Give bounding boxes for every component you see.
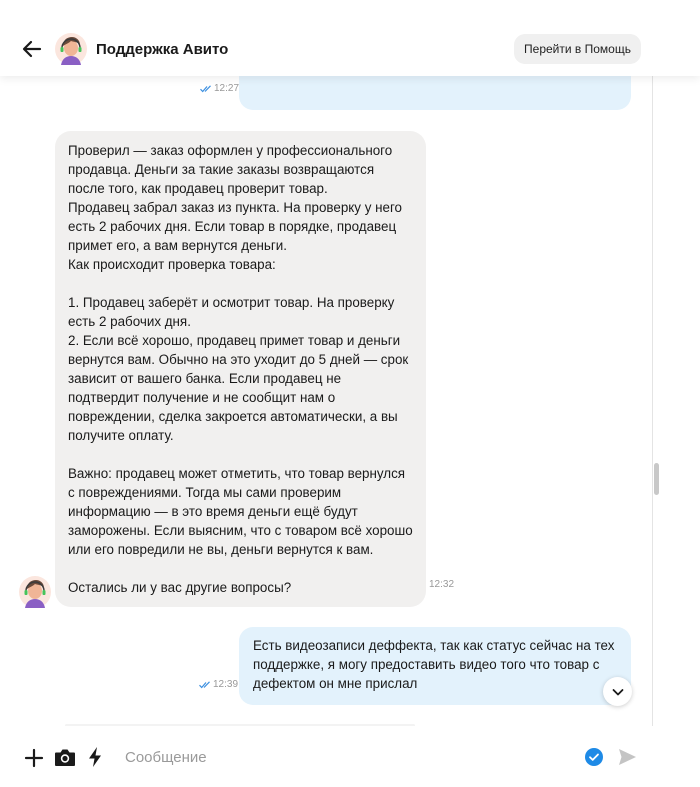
chevron-down-icon <box>611 685 625 699</box>
plus-icon[interactable] <box>24 748 44 768</box>
support-avatar <box>55 33 87 65</box>
message-input[interactable] <box>125 744 565 770</box>
message-timestamp: 12:32 <box>429 579 455 590</box>
outgoing-message-bubble <box>239 627 631 705</box>
scrollbar-thumb[interactable] <box>654 463 659 495</box>
camera-icon[interactable] <box>54 747 76 767</box>
scroll-to-bottom-button[interactable] <box>603 677 632 706</box>
chat-scrollbar[interactable] <box>652 76 660 726</box>
message-text: Проверил — заказ оформлен у профессионального продавца. Деньги за такие заказы возвращаются после того, как продавец проверит товар. Продавец забрал заказ из пункта. На проверку у него есть 2 рабочих дня. Если товар в порядке, продавец примет его, а вам вернутся деньги. Как происходит проверка товара: 1. Продавец заберёт и осмотрит товар. На проверку есть 2 рабочих дня. 2. Если всё хорошо, продавец примет товар и деньги вернутся вам. Обычно на это уходит до 5 дней — срок зависит от вашего банка. Если продавец не подтвердит получение и не сообщит нам о повреждении, сделка закроется автоматически, а вы получите оплату. Важно: продавец может отметить, что товар вернулся с повреждениями. Тогда мы сами проверим информацию — в это время деньги ещё будут заморожены. Если выясним, что с товаром всё хорошо или его повредили не вы, деньги вернутся к вам. Остались ли у вас другие вопросы? <box>68 143 413 595</box>
go-to-help-button[interactable]: Перейти в Помощь <box>514 34 641 64</box>
lightning-icon[interactable] <box>87 746 103 768</box>
message-timestamp: 12:27 <box>200 83 239 94</box>
support-avatar <box>19 576 51 608</box>
send-icon[interactable] <box>618 748 637 766</box>
message-text: Есть видеозаписи деффекта, так как статус сейчас на тех поддержке, я могу предоставить видео того что товар с дефектом он мне прислал <box>253 638 615 691</box>
double-check-icon <box>199 681 211 689</box>
message-composer <box>0 726 700 787</box>
back-arrow-icon[interactable] <box>20 37 44 61</box>
chat-title: Поддержка Авито <box>96 41 229 58</box>
check-circle-icon[interactable] <box>585 748 603 766</box>
chat-header <box>0 0 700 76</box>
message-list[interactable] <box>0 76 660 726</box>
message-timestamp: 12:39 <box>199 679 238 690</box>
double-check-icon <box>200 85 212 93</box>
incoming-message-bubble <box>55 131 426 607</box>
